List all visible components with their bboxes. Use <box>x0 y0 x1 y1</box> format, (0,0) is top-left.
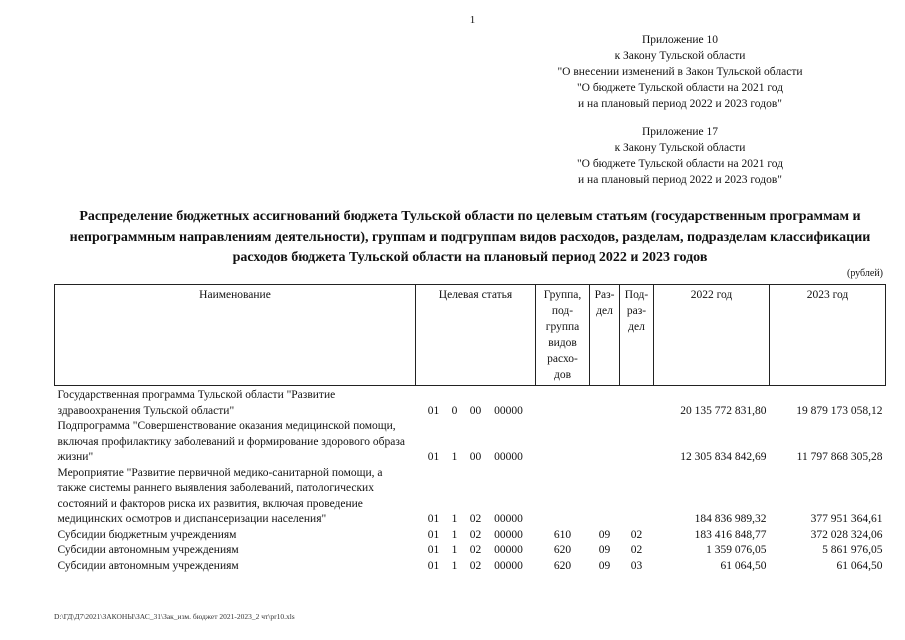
row-target-article <box>416 386 536 420</box>
header-name: Наименование <box>55 285 416 386</box>
appendix-10-line: Приложение 10 <box>641 34 719 46</box>
target-article-part: 00 <box>469 451 482 463</box>
target-article-part: 00000 <box>494 559 523 572</box>
target-article-part: 02 <box>469 544 482 556</box>
row-target-article <box>416 559 536 575</box>
target-article-part: 01 <box>427 528 440 541</box>
appendix-10-line: "О бюджете Тульской области на 2021 год <box>576 82 784 94</box>
row-2023: 19 879 173 058,12 <box>796 404 883 417</box>
appendix-17-line: к Закону Тульской области <box>614 142 746 154</box>
table-header-row <box>55 285 886 386</box>
row-section: 09 <box>598 559 611 572</box>
table-row <box>55 466 886 528</box>
appendix-17-block <box>520 124 840 188</box>
row-2023: 61 064,50 <box>836 559 883 572</box>
header-subsection: Под- раз- дел <box>620 285 654 386</box>
target-article-part: 00 <box>469 404 482 417</box>
target-article-part: 00000 <box>494 544 523 556</box>
row-section <box>590 386 620 420</box>
row-subsection: 02 <box>630 528 643 541</box>
row-group: 610 <box>553 528 572 541</box>
row-section <box>590 466 620 528</box>
row-2022: 184 836 989,32 <box>694 513 767 525</box>
row-subsection: 03 <box>630 559 643 572</box>
table-row <box>55 419 886 466</box>
header-group: Группа, под- группа видов расхо- дов <box>536 285 590 386</box>
target-article-part: 01 <box>427 544 440 556</box>
target-article-part: 1 <box>451 528 458 541</box>
target-article-part: 1 <box>451 451 458 463</box>
target-article-part: 00000 <box>494 528 523 541</box>
appendix-10-block <box>520 32 840 112</box>
target-article-part: 1 <box>451 513 458 525</box>
units-label: (рублей) <box>846 268 883 279</box>
target-article-part: 00000 <box>494 404 523 417</box>
target-article-part: 00000 <box>494 513 523 525</box>
target-article-part: 1 <box>451 559 458 572</box>
row-section <box>590 419 620 466</box>
row-name: Субсидии бюджетным учреждениям <box>57 528 237 541</box>
table-row <box>55 386 886 420</box>
appendix-17-line: Приложение 17 <box>641 126 719 138</box>
row-section: 09 <box>598 544 611 556</box>
header-2022: 2022 год <box>654 285 770 386</box>
row-subsection <box>620 419 654 466</box>
header-section: Раз- дел <box>590 285 620 386</box>
header-target-article: Целевая статья <box>416 285 536 386</box>
row-name: Подпрограмма "Совершенствование оказания медицинской помощи, включая профилактику заболеваний и формирование здорового образа жизни" <box>57 420 405 463</box>
target-article-part: 01 <box>427 451 440 463</box>
row-subsection <box>620 466 654 528</box>
table-row <box>55 559 886 575</box>
header-2023: 2023 год <box>770 285 886 386</box>
row-2022: 1 359 076,05 <box>706 544 767 556</box>
row-target-article <box>416 528 536 544</box>
row-group <box>536 466 590 528</box>
footer-file-path: D:\ГД\Д7\2021\ЗАКОНЫ\ЗАС_31\Зак_изм. бюджет 2021-2023_2 чт\pr10.xls <box>54 612 295 621</box>
appendix-17-line: "О бюджете Тульской области на 2021 год <box>576 158 784 170</box>
document-title: Распределение бюджетных ассигнований бюджета Тульской области по целевым статьям (государственным программам и непрограммным направлениям деятельности), группам и подгруппам видов расходов, разделам, подразделам классификации расходов бюджета Тульской области на плановый период 2022 и 2023 годов <box>69 209 871 265</box>
appendix-10-line: к Закону Тульской области <box>614 50 746 62</box>
target-article-part: 1 <box>451 544 458 556</box>
row-group <box>536 386 590 420</box>
target-article-part: 01 <box>427 559 440 572</box>
row-name: Государственная программа Тульской области "Развитие здравоохранения Тульской области" <box>57 389 336 417</box>
page-number: 1 <box>469 14 476 26</box>
row-subsection <box>620 386 654 420</box>
row-2023: 5 861 976,05 <box>822 544 883 556</box>
row-2023: 372 028 324,06 <box>810 528 883 541</box>
budget-table <box>54 284 886 574</box>
row-name: Субсидии автономным учреждениям <box>57 544 239 556</box>
appendix-17-line: и на плановый период 2022 и 2023 годов" <box>578 174 782 186</box>
target-article-part: 00000 <box>494 451 523 463</box>
table-body <box>55 386 886 575</box>
target-article-part: 01 <box>427 513 440 525</box>
row-subsection: 02 <box>630 544 643 556</box>
row-section: 09 <box>598 528 611 541</box>
table-row <box>55 528 886 544</box>
table-row <box>55 543 886 559</box>
row-2023: 11 797 868 305,28 <box>796 451 883 463</box>
row-group: 620 <box>553 559 572 572</box>
target-article-part: 0 <box>451 404 458 417</box>
row-group <box>536 419 590 466</box>
target-article-part: 01 <box>427 404 440 417</box>
row-name: Субсидии автономным учреждениям <box>57 559 239 572</box>
target-article-part: 02 <box>469 528 482 541</box>
appendix-10-line: "О внесении изменений в Закон Тульской области <box>557 66 803 78</box>
row-target-article <box>416 419 536 466</box>
row-2022: 12 305 834 842,69 <box>680 451 767 463</box>
appendix-10-line: и на плановый период 2022 и 2023 годов" <box>578 98 782 110</box>
row-target-article <box>416 466 536 528</box>
row-name: Мероприятие "Развитие первичной медико-санитарной помощи, а также системы раннего выявления заболеваний, патологических состояний и факторов риска их развития, включая проведение медицинских осмотров и диспансеризации населения" <box>57 466 383 525</box>
target-article-part: 02 <box>469 559 482 572</box>
target-article-part: 02 <box>469 513 482 525</box>
row-target-article <box>416 543 536 559</box>
row-2022: 183 416 848,77 <box>694 528 767 541</box>
row-2022: 20 135 772 831,80 <box>680 404 767 417</box>
row-2022: 61 064,50 <box>720 559 767 572</box>
row-2023: 377 951 364,61 <box>810 513 883 525</box>
row-group: 620 <box>553 544 572 556</box>
budget-table-container <box>54 284 885 574</box>
